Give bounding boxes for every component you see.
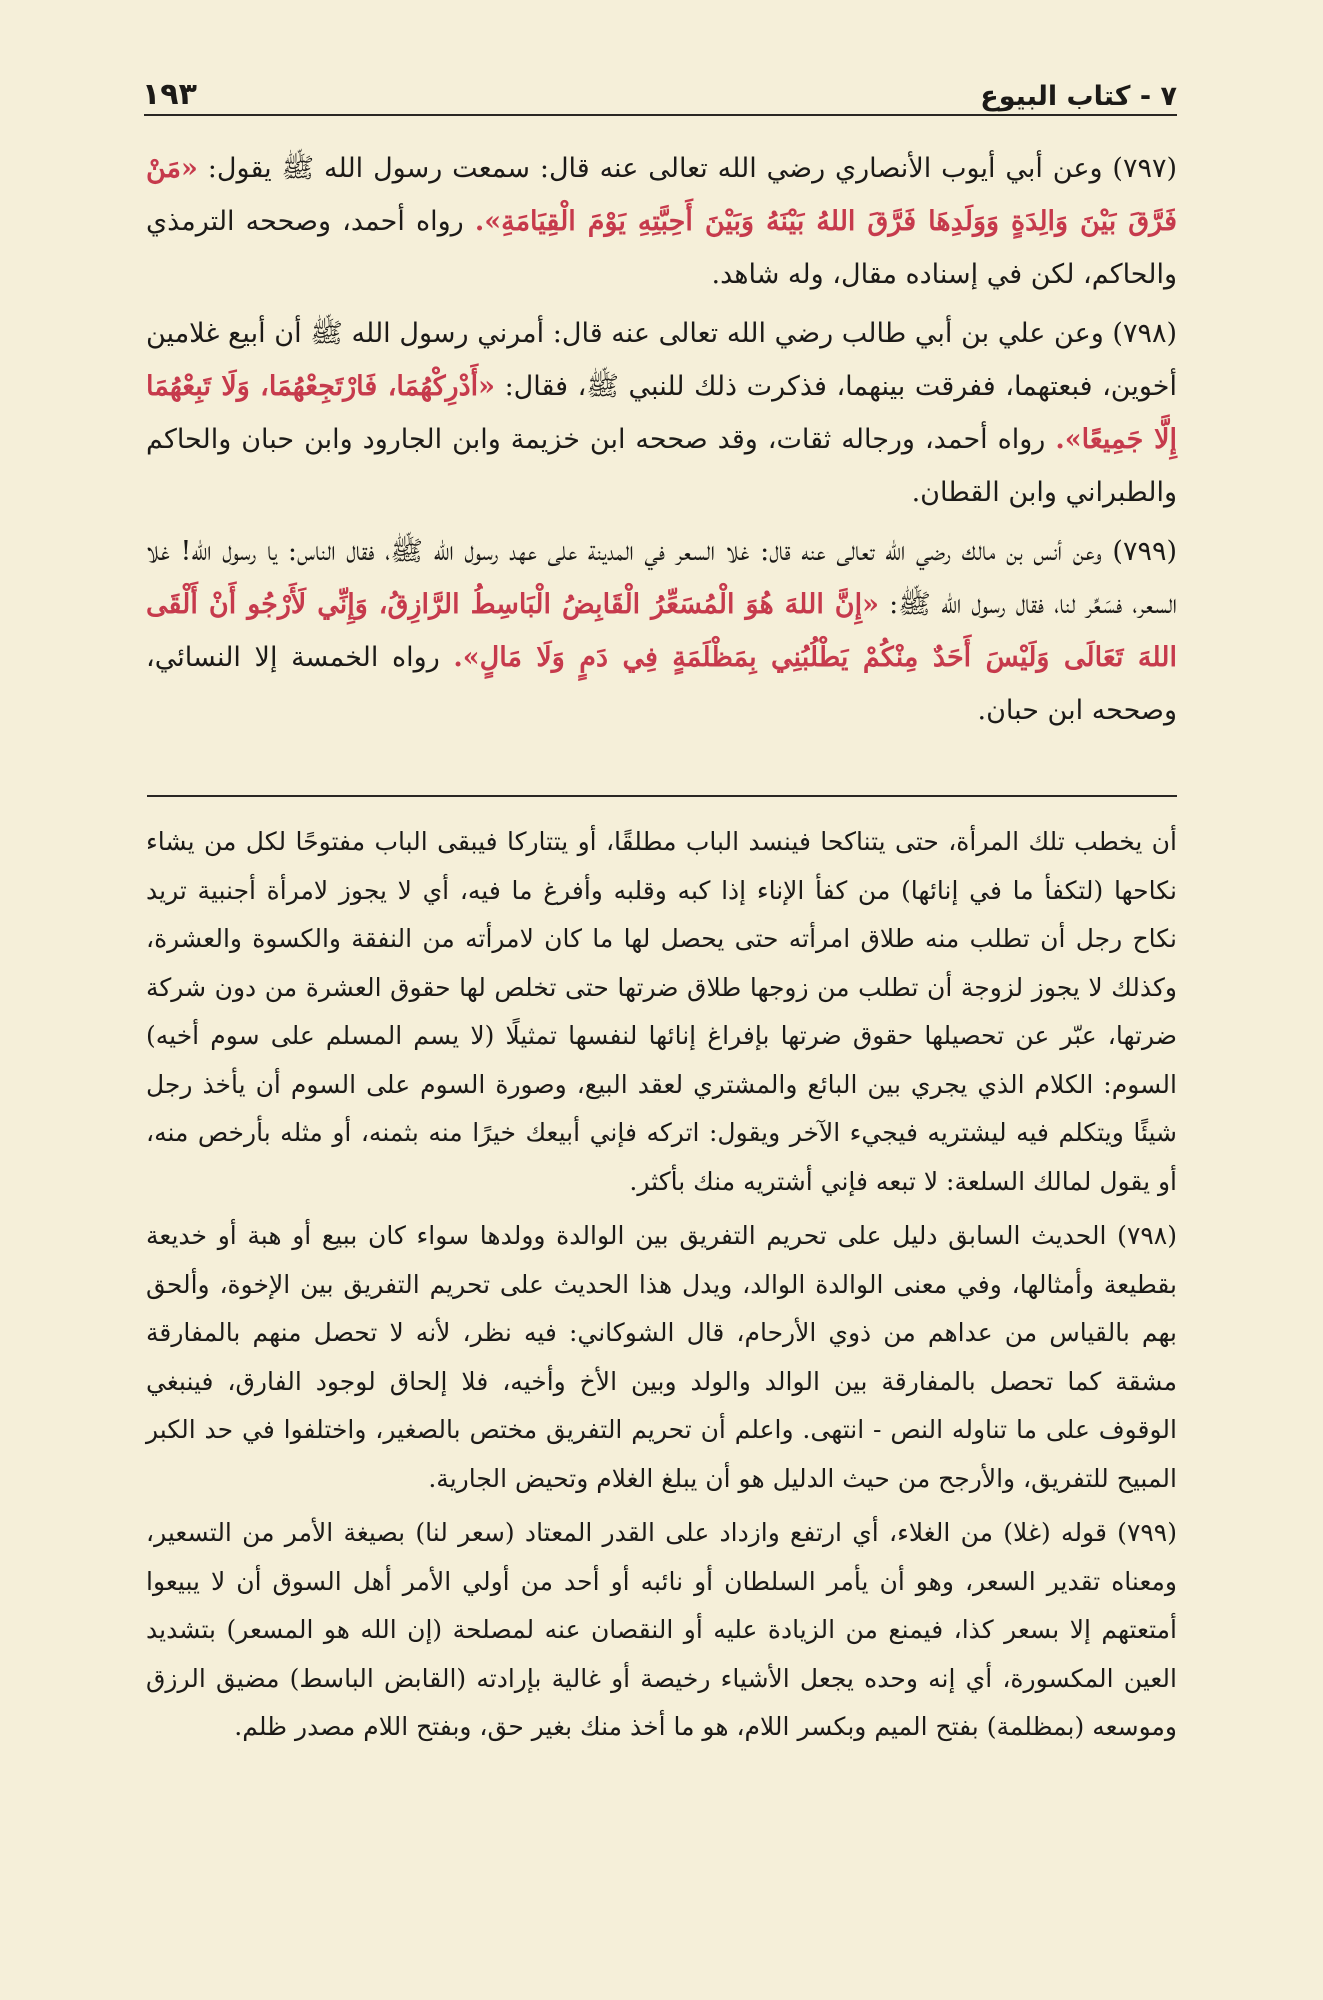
hadith-text: (٧٩٧) وعن أبي أيوب الأنصاري رضي الله تعالى عنه قال: سمعت رسول الله ﷺ يقول: — [207, 153, 1177, 184]
commentary-paragraph: أن يخطب تلك المرأة، حتى يتناكحا فينسد الباب مطلقًا، أو يتتاركا فيبقى الباب مفتوحًا لكل من يشاء نكاحها (لتكفأ ما في إنائها) من كفأ الإناء إذا كبه وقلبه وأفرغ ما فيه، أي لا يجوز لامرأة أجنبية تريد نكاح رجل أن تطلب منه طلاق امرأته حتى يحصل لها ما كان لامرأته من النفقة والكسوة والعشرة، وكذلك لا يجوز لزوجة أن تطلب من زوجها طلاق ضرتها حتى تخلص لها حقوق العشرة من دون شركة ضرتها، عبّر عن تحصيلها حقوق ضرتها بإفراغ إنائها لنفسها تمثيلًا (لا يسم المسلم على سوم أخيه) السوم: الكلام الذي يجري بين البائع والمشتري لعقد البيع، وصورة السوم على السوم أن يأخذ رجل شيئًا ويتكلم فيه ليشتريه فيجيء الآخر ويقول: اتركه فإني أبيعك خيرًا منه بثمنه، أو مثله بأرخص منه، أو يقول لمالك السلعة: لا تبعه فإني أشتريه منك بأكثر. — [146, 827, 1177, 1196]
page-header — [142, 58, 1177, 112]
header-rule — [144, 114, 1177, 116]
hadith-text: (٧٩٩) وعن أنس بن مالك رضي الله تعالى عنه قال: غلا السعر في المدينة على عهد رسول الله ﷺ، فقال الناس: يا رسول الله! غلا السعر، فسَعِّر لنا، فقال رسول الله ﷺ: — [146, 536, 1177, 620]
hadith-source: رواه أحمد، وصححه الترمذي والحاكم، لكن في إسناده مقال، وله شاهد. — [146, 206, 1177, 290]
commentary-section — [146, 818, 1177, 1758]
hadith-798 — [146, 307, 1177, 519]
footnote-separator — [147, 795, 1177, 797]
hadith-source: رواه أحمد، ورجاله ثقات، وقد صححه ابن خزيمة وابن الجارود وابن حبان والحاكم والطبراني وابن القطان. — [146, 424, 1177, 508]
hadith-section — [146, 142, 1177, 743]
commentary-paragraph: (٧٩٩) قوله (غلا) من الغلاء، أي ارتفع وازداد على القدر المعتاد (سعر لنا) بصيغة الأمر من التسعير، ومعناه تقدير السعر، وهو أن يأمر السلطان أو نائبه أو أحد من أولي الأمر أهل السوق أن لا يبيعوا أمتعتهم إلا بسعر كذا، فيمنع من الزيادة عليه أو النقصان عنه لمصلحة (إن الله هو المسعر) بتشديد العين المكسورة، أي إنه وحده يجعل الأشياء رخيصة أو غالية بإرادته (القابض الباسط) مضيق الرزق وموسعه (بمظلمة) بفتح الميم وبكسر اللام، هو ما أخذ منك بغير حق، وبفتح اللام مصدر ظلم. — [146, 1518, 1177, 1741]
page-number: ١٩٣ — [142, 77, 197, 112]
chapter-title: ٧ - كتاب البيوع — [980, 81, 1177, 112]
hadith-799 — [146, 525, 1177, 737]
prophetic-quote: «أَدْرِكْهُمَا، فَارْتَجِعْهُمَا، وَلَا تَبِعْهُمَا إِلَّا جَمِيعًا». — [146, 371, 1177, 455]
prophetic-quote: «إِنَّ اللهَ هُوَ الْمُسَعِّرُ الْقَابِضُ الْبَاسِطُ الرَّازِقُ، وَإِنِّي لَأَرْجُو أَنْ أَلْقَى اللهَ تَعَالَى وَلَيْسَ أَحَدٌ مِنْكُمْ يَطْلُبُنِي بِمَظْلَمَةٍ فِي دَمٍ وَلَا مَالٍ». — [146, 589, 1177, 673]
hadith-source: رواه الخمسة إلا النسائي، وصححه ابن حبان. — [146, 642, 1177, 726]
commentary-paragraph: (٧٩٨) الحديث السابق دليل على تحريم التفريق بين الوالدة وولدها سواء كان ببيع أو هبة أو خديعة بقطيعة وأمثالها، وفي معنى الوالدة الوالد، ويدل هذا الحديث على تحريم التفريق بين الإخوة، وألحق بهم بالقياس من عداهم من ذوي الأرحام، قال الشوكاني: فيه نظر، لأنه لا تحصل منهم بالمفارقة مشقة كما تحصل بالمفارقة بين الوالد والولد وبين الأخ وأخيه، فلا إلحاق لوجود الفارق، فينبغي الوقوف على ما تناوله النص - انتهى. واعلم أن تحريم التفريق مختص بالصغير، واختلفوا في حد الكبر المبيح للتفريق، والأرجح من حيث الدليل هو أن يبلغ الغلام وتحيض الجارية. — [146, 1221, 1177, 1493]
hadith-text: (٧٩٨) وعن علي بن أبي طالب رضي الله تعالى عنه قال: أمرني رسول الله ﷺ أن أبيع غلامين أخوين، فبعتهما، ففرقت بينهما، فذكرت ذلك للنبي ﷺ، فقال: — [146, 318, 1177, 402]
hadith-797 — [146, 142, 1177, 301]
prophetic-quote: «مَنْ فَرَّقَ بَيْنَ وَالِدَةٍ وَوَلَدِهَا فَرَّقَ اللهُ بَيْنَهُ وَبَيْنَ أَحِبَّتِهِ يَوْمَ الْقِيَامَةِ». — [146, 153, 1177, 237]
